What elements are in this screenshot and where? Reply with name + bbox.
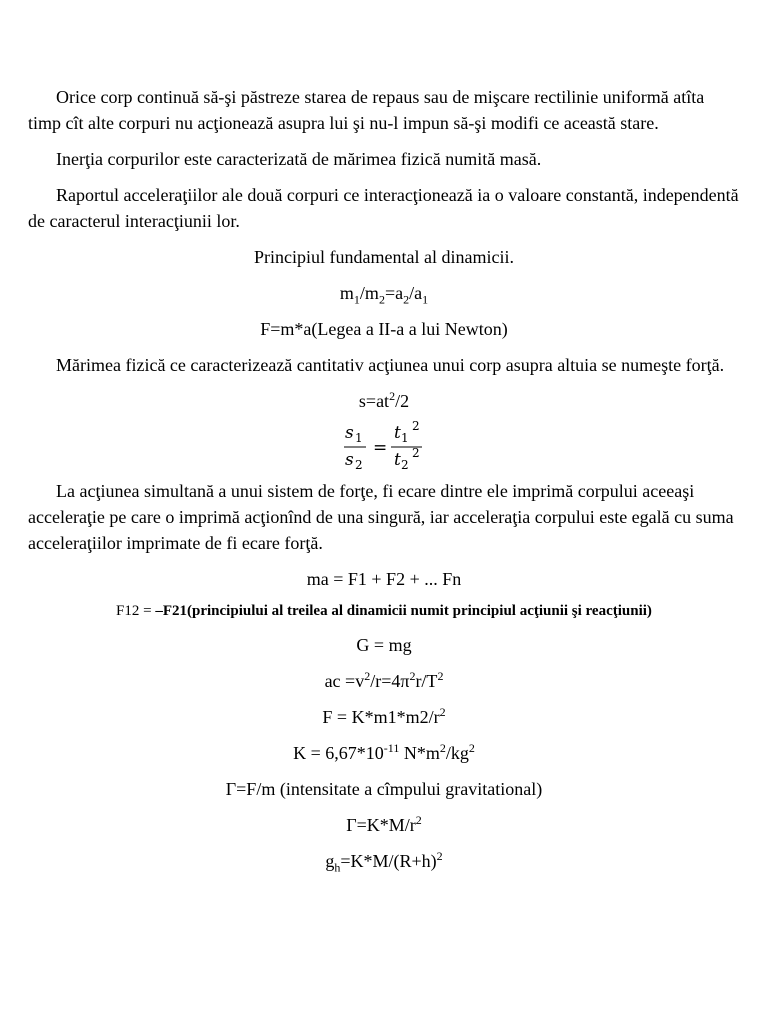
fraction-equation bbox=[344, 418, 424, 474]
equation-distance: $s=at^2/2$ bbox=[358, 389, 410, 411]
svg-text:2: 2 bbox=[412, 419, 420, 433]
equation-field-intensity-mass: $\Gamma=K*M/r^2$ bbox=[346, 813, 422, 835]
document-page bbox=[28, 84, 740, 874]
equation-centripetal: ac $=v^2/r=4\pi^2r/T^2$ bbox=[324, 669, 444, 691]
equation-third-law: F12 = –F21(principiului al treilea al dinamicii numit principiul acţiunii şi reacţiunii) bbox=[116, 603, 652, 619]
fraction-den-t: t bbox=[394, 450, 401, 470]
paragraph-force-definition: Mărimea fizică ce caracterizează cantitativ acţiunea unui corp asupra altuia se numeşte forţă. bbox=[56, 355, 725, 375]
svg-text:1: 1 bbox=[401, 431, 409, 445]
fraction-equals: = bbox=[373, 438, 388, 458]
paragraph-superposition: La acţiunea simultană a unui sistem de forţe, fi ecare dintre ele imprimă corpului aceeaşi acceleraţie pe care o imprimă acţionînd de una singură, iar acceleraţia corpului este egală cu suma acceleraţiilor imprimate de fi ecare forţă. bbox=[28, 481, 734, 553]
equation-sum-forces: ma = F1 + F2 + ... Fn bbox=[306, 569, 462, 589]
equation-gravity-height: $g_h=K*M/(R+h)^2$ bbox=[325, 849, 443, 875]
equation-newton-second-law: F=m*a(Legea a II-a a lui Newton) bbox=[260, 319, 508, 339]
equation-field-intensity: Γ=F/m (intensitate a cîmpului gravitational) bbox=[225, 779, 543, 799]
paragraph-acceleration-ratio: Raportul acceleraţiilor ale două corpuri ce interacţionează ia o valoare constantă, independentă de caracterul interacţiunii lor. bbox=[28, 185, 739, 231]
equation-distance-time-ratio bbox=[28, 418, 740, 474]
paragraph-mass: Inerţia corpurilor este caracterizată de mărimea fizică numită masă. bbox=[56, 149, 542, 169]
svg-text:2: 2 bbox=[412, 446, 420, 460]
fraction-num-t: t bbox=[394, 423, 401, 443]
equation-mass-ratio: $m_1/m_2=a_2/a_1$ bbox=[339, 283, 429, 307]
heading-fundamental-principle: Principiul fundamental al dinamicii. bbox=[254, 247, 514, 267]
svg-text:2: 2 bbox=[355, 458, 363, 472]
svg-text:1: 1 bbox=[355, 431, 363, 445]
equation-gravitation: $F = K*m1*m2/r^2$ bbox=[322, 705, 446, 727]
equation-gravitational-constant: $K = 6,67*10^{-11}$ $N*m^2/kg^2$ bbox=[293, 741, 475, 763]
fraction-den-s: s bbox=[345, 450, 354, 470]
equation-weight: G = mg bbox=[356, 635, 412, 655]
fraction-num-s: s bbox=[345, 423, 354, 443]
paragraph-inertia-law: Orice corp continuă să-şi păstreze starea de repaus sau de mişcare rectilinie uniformă atîta timp cît alte corpuri nu acţionează asupra lui şi nu-l impun să-şi modifi ce această stare. bbox=[28, 87, 705, 133]
svg-text:2: 2 bbox=[401, 458, 409, 472]
